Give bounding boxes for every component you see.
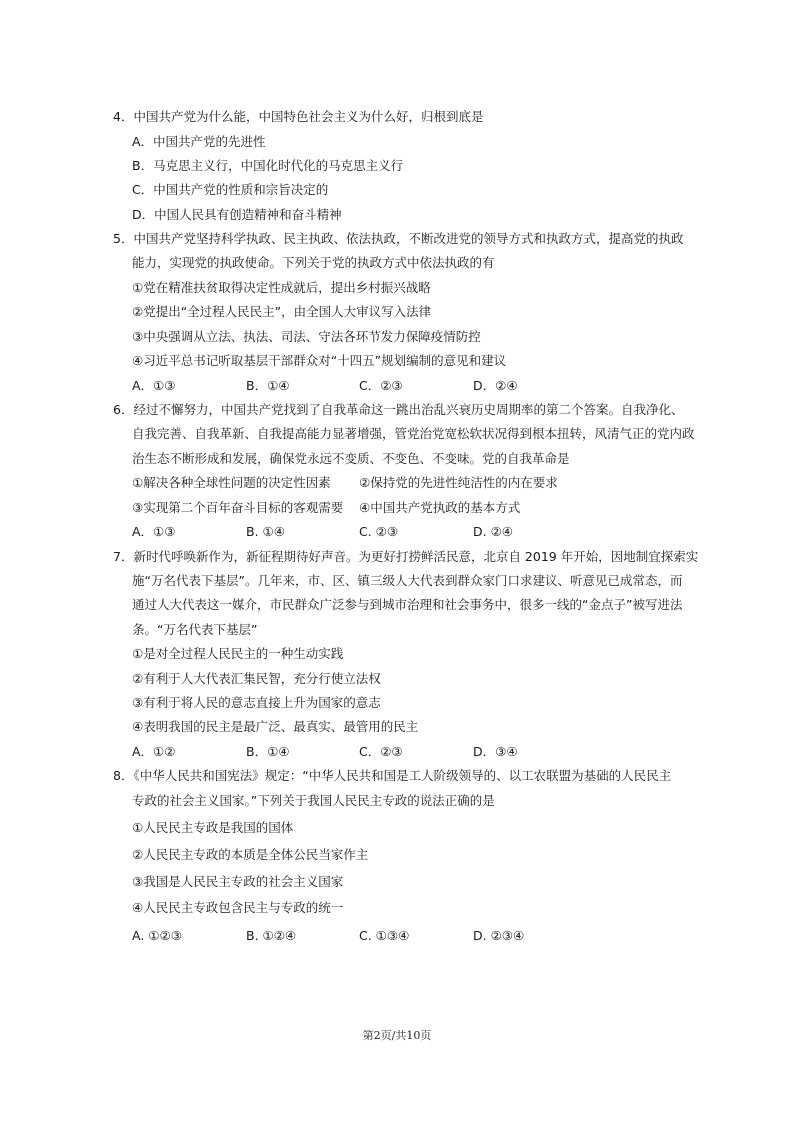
question-5-number: 5． [113, 231, 134, 246]
question-7-stem [113, 549, 698, 565]
page-number-footer: 第2页/共10页 [362, 1029, 432, 1042]
question-7-choice-d: D．③④ [473, 744, 518, 759]
question-8-choice-d: D. ②③④ [473, 928, 525, 943]
question-4-option-d: D．中国人民具有创造精神和奋斗精神 [132, 207, 342, 222]
question-8-item-1: ①人民民主专政是我国的国体 [132, 820, 294, 835]
question-6-choice-b: B. ①④ [246, 524, 285, 539]
question-7-stem-line-1: 新时代呼唤新作为，新征程期待好声音。为更好打捞鲜活民意，北京自 2019 年开始，因地制宜探索实 [133, 549, 699, 564]
question-5-stem-line-1: 中国共产党坚持科学执政、民主执政、依法执政，不断改进党的领导方式和执政方式，提高党的执政 [133, 231, 684, 246]
question-5-choice-b: B．①④ [246, 378, 290, 393]
question-6-choice-c: C. ②③ [359, 524, 399, 539]
question-6-item-1: ①解决各种全球性问题的决定性因素 [132, 475, 331, 490]
question-8-stem [113, 768, 671, 784]
question-6-item-3: ③实现第二个百年奋斗目标的客观需要 [132, 500, 344, 515]
question-6-stem-line-1: 经过不懈努力，中国共产党找到了自我革命这一跳出治乱兴衰历史周期率的第二个答案。自我净化、 [133, 402, 684, 417]
question-4-stem [113, 109, 483, 125]
question-5-item-4: ④习近平总书记听取基层干部群众对“十四五”规划编制的意见和建议 [132, 353, 507, 368]
question-5-stem [113, 231, 683, 247]
question-7-item-4: ④表明我国的民主是最广泛、最真实、最管用的民主 [132, 719, 419, 734]
question-4-number: 4． [113, 109, 134, 124]
question-7-choice-b: B．①④ [246, 744, 290, 759]
question-6-stem-line-3: 治生态不断形成和发展，确保党永远不变质、不变色、不变味。党的自我革命是 [132, 451, 570, 466]
question-5-item-3: ③中央强调从立法、执法、司法、守法各环节发力保障疫情防控 [132, 329, 481, 344]
question-8-stem-line-1: 《中华人民共和国宪法》规定：“中华人民共和国是工人阶级领导的、以工农联盟为基础的人民民主 [133, 768, 672, 783]
question-5-item-1: ①党在精准扶贫取得决定性成就后，提出乡村振兴战略 [132, 280, 431, 295]
question-5-choice-a: A．①③ [132, 378, 176, 393]
question-7-stem-line-2: 施“万名代表下基层”。几年来，市、区、镇三级人大代表到群众家门口求建议、听意见已成常态，而 [132, 573, 683, 588]
question-5-item-2: ②党提出“全过程人民民主”，由全国人大审议写入法律 [132, 304, 432, 319]
question-8-stem-line-2: 专政的社会主义国家。”下列关于我国人民民主专政的说法正确的是 [132, 793, 495, 808]
question-7-item-1: ①是对全过程人民民主的一种生动实践 [132, 646, 344, 661]
question-4-option-a: A．中国共产党的先进性 [132, 134, 266, 149]
question-7-item-3: ③有利于将人民的意志直接上升为国家的意志 [132, 695, 381, 710]
question-7-stem-line-4: 条。“万名代表下基层” [132, 622, 258, 637]
question-7-item-2: ②有利于人大代表汇集民智，充分行使立法权 [132, 671, 381, 686]
question-6-choice-d: D. ②④ [473, 524, 513, 539]
question-4-stem-line-1: 中国共产党为什么能，中国特色社会主义为什么好，归根到底是 [133, 109, 484, 124]
question-8-item-2: ②人民民主专政的本质是全体公民当家作主 [132, 847, 369, 862]
question-7-choice-c: C．②③ [359, 744, 403, 759]
question-5-choice-c: C．②③ [359, 378, 403, 393]
question-8-choice-a: A. ①②③ [132, 928, 182, 943]
question-7-choice-a: A．①② [132, 744, 176, 759]
question-8-item-3: ③我国是人民民主专政的社会主义国家 [132, 874, 344, 889]
question-6-stem-line-2: 自我完善、自我革新、自我提高能力显著增强，管党治党宽松软状况得到根本扭转，风清气正的党内政 [132, 426, 695, 441]
question-8-choice-b: B. ①②④ [246, 928, 297, 943]
question-6-item-2: ②保持党的先进性纯洁性的内在要求 [359, 475, 558, 490]
question-7-number: 7． [113, 549, 134, 564]
question-4-option-c: C．中国共产党的性质和宗旨决定的 [132, 182, 329, 197]
question-6-number: 6． [113, 402, 134, 417]
question-6-stem [113, 402, 683, 418]
question-6-item-4: ④中国共产党执政的基本方式 [359, 500, 521, 515]
question-7-stem-line-3: 通过人大代表这一媒介，市民群众广泛参与到城市治理和社会事务中，很多一线的“金点子”被写进法 [132, 597, 683, 612]
question-5-choice-d: D．②④ [473, 378, 518, 393]
question-8-item-4: ④人民民主专政包含民主与专政的统一 [132, 900, 344, 915]
question-6-choice-a: A．①③ [132, 524, 176, 539]
question-8-choice-c: C. ①③④ [359, 928, 410, 943]
question-4-option-b: B．马克思主义行，中国化时代化的马克思主义行 [132, 158, 404, 173]
question-5-stem-line-2: 能力，实现党的执政使命。下列关于党的执政方式中依法执政的有 [132, 255, 495, 270]
question-8-number: 8． [113, 768, 134, 783]
